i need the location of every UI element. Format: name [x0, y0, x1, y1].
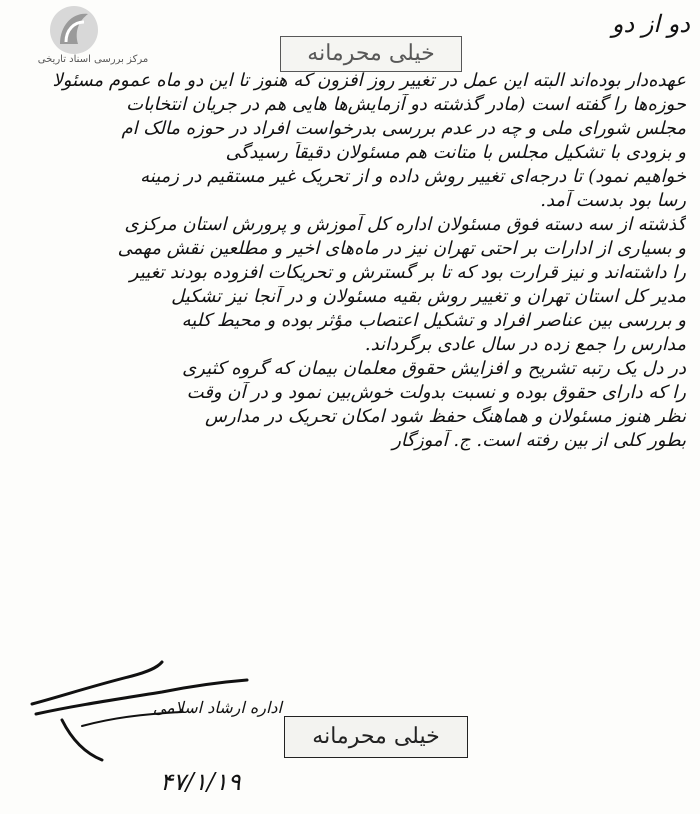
letter-line: حوزه‌ها را گفته است (مادر گذشته دو آزمایش‌ها هایی هم در جریان انتخابات [126, 94, 686, 115]
letter-line: و بزودی با تشکیل مجلس با متانت هم مسئولان دقیقاً رسیدگی [225, 142, 686, 163]
letter-line: مجلس شورای ملی و چه در عدم بررسی بدرخواست افراد در حوزه مالک ام [121, 118, 686, 139]
letter-line: عهده‌دار بوده‌اند البته این عمل در تغییر روز افزون که هنوز تا این دو ماه عموم مسئولا [52, 70, 686, 91]
archive-logo [8, 4, 178, 74]
letter-line: گذشته از سه دسته فوق مسئولان اداره کل آموزش و پرورش استان مرکزی [124, 214, 686, 235]
letter-line: رسا بود بدست آمد. [540, 190, 686, 211]
archive-logo-caption: مرکز بررسی اسناد تاریخی [37, 54, 149, 65]
letter-line: و بسیاری از ادارات بر احتی تهران نیز در ماه‌های اخیر و مطلعین نقش مهمی [117, 238, 686, 259]
letter-body [16, 70, 686, 454]
letter-line: خواهیم نمود) تا درجه‌ای تغییر روش داده و از تحریک غیر مستقیم در زمینه [140, 166, 686, 187]
archive-logo-icon [44, 4, 104, 56]
signature-block [22, 656, 282, 766]
letter-line: مدیر کل استان تهران و تغییر روش بقیه مسئولان و در آنجا نیز تشکیل [171, 286, 686, 307]
signature-text: اداره ارشاد اسلامی [152, 698, 282, 717]
signature-date: ۴۷/۱/۱۹ [160, 768, 241, 796]
classification-stamp-bottom: خیلی محرمانه [284, 716, 468, 758]
letter-line: در دل یک رتبه تشریح و افزایش حقوق معلمان بیمان که گروه کثیری [182, 358, 686, 379]
letter-line: مدارس را جمع زده در سال عادی برگرداند. [364, 334, 686, 355]
page-number: دو از دو [611, 10, 690, 38]
letter-line: را داشته‌اند و نیز قرارت بود که تا بر گسترش و تحریکات افزوده بودند تغییر [129, 262, 686, 283]
letter-line: بطور کلی از بین رفته است. ج. آموزگار [392, 430, 686, 451]
classification-stamp-top: خیلی محرمانه [280, 36, 462, 72]
letter-line: نظر هنوز مسئولان و هماهنگ حفظ شود امکان تحریک در مدارس [204, 406, 686, 427]
letter-line: را که دارای حقوق بوده و نسبت بدولت خوش‌بین نمود و در آن وقت [186, 382, 686, 403]
letter-line: و بررسی بین عناصر افراد و تشکیل اعتصاب مؤثر بوده و محیط کلیه [181, 310, 686, 331]
